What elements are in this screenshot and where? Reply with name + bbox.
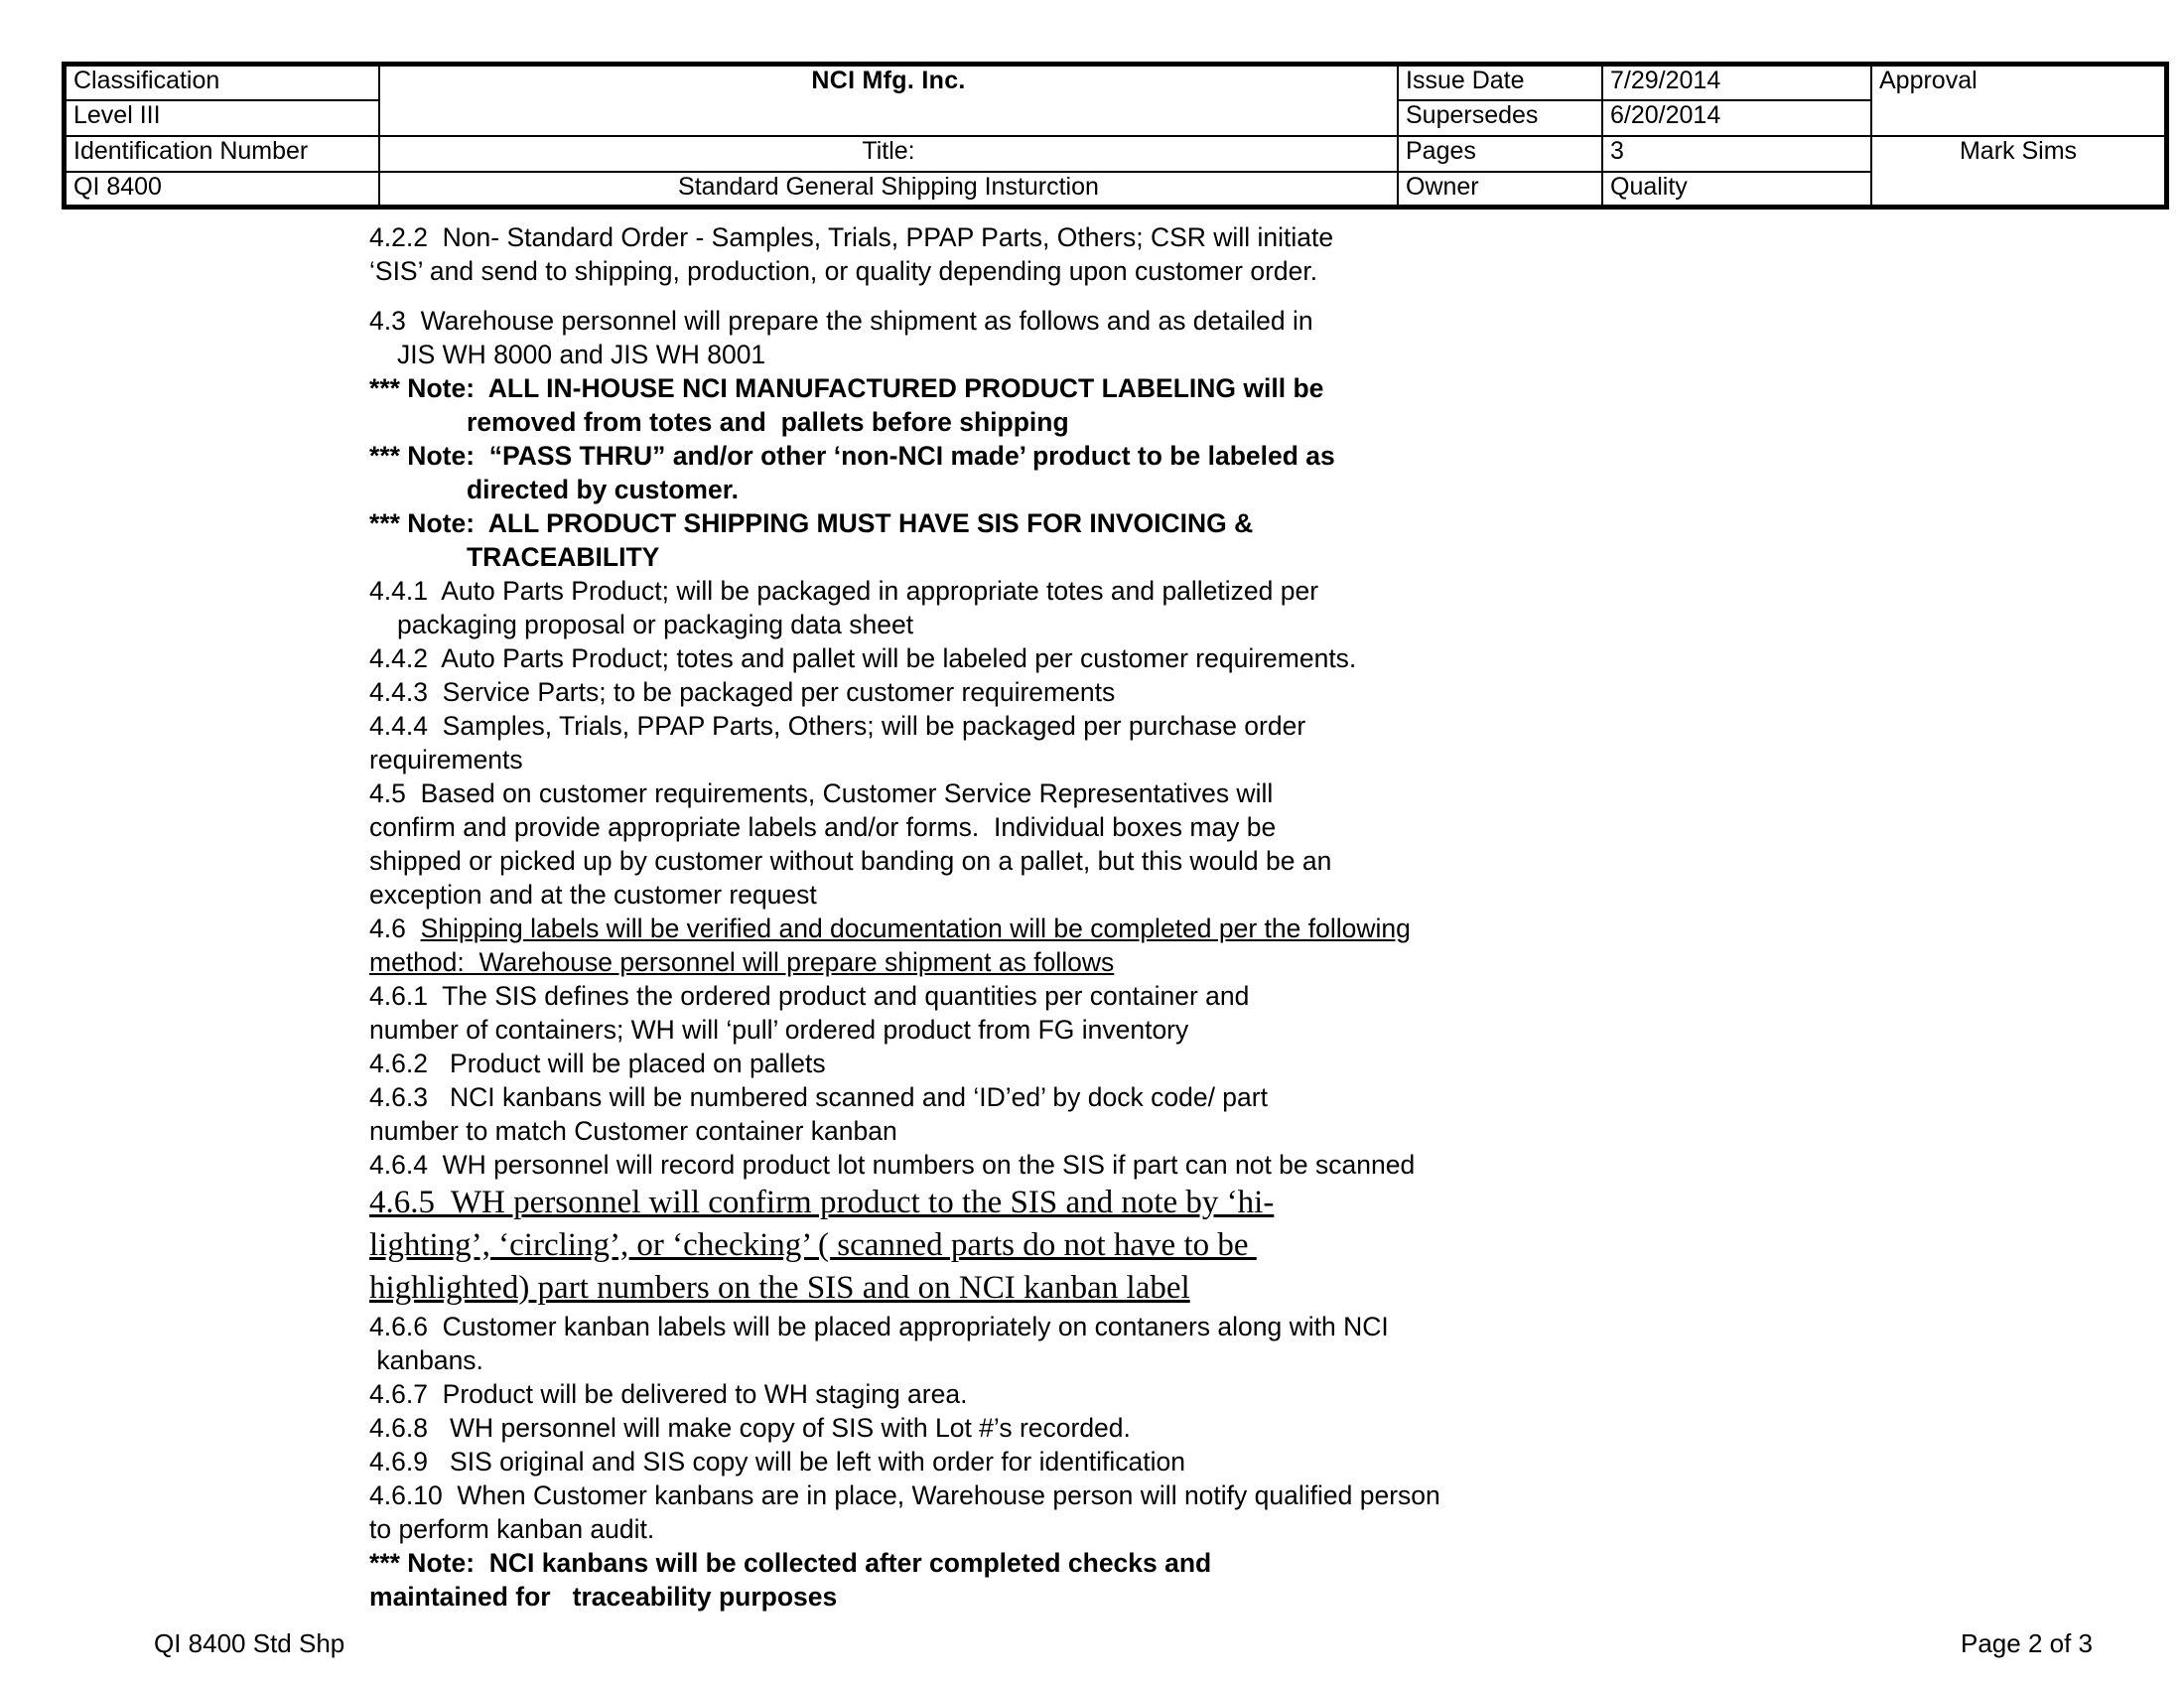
note-line: maintained for traceability purposes bbox=[369, 1582, 838, 1612]
clause-line bbox=[369, 1224, 1481, 1267]
page-footer bbox=[0, 1628, 2184, 1668]
paragraph-spacer bbox=[369, 288, 1481, 304]
note-line: *** Note: ALL IN-HOUSE NCI MANUFACTURED PRODUCT LABELING will be bbox=[369, 373, 1324, 403]
supersedes-label: Supersedes bbox=[1398, 100, 1602, 136]
clause-line: number to match Customer container kanban bbox=[369, 1116, 897, 1146]
clause-4-6-4 bbox=[369, 1148, 1481, 1182]
clause-line: requirements bbox=[369, 745, 523, 774]
note-4 bbox=[369, 1546, 1481, 1614]
clause-line: 4.6.3 NCI kanbans will be numbered scanned and ‘ID’ed’ by dock code/ part bbox=[369, 1082, 1268, 1112]
clause-line bbox=[369, 1267, 1481, 1310]
note-3 bbox=[369, 506, 1481, 574]
note-line: removed from totes and pallets before shipping bbox=[467, 407, 1069, 437]
clause-4-6 bbox=[369, 912, 1481, 979]
clause-line: 4.6.1 The SIS defines the ordered product and quantities per container and bbox=[369, 981, 1250, 1011]
clause-line: 4.4.1 Auto Parts Product; will be packaged in appropriate totes and palletized per bbox=[369, 576, 1319, 606]
clause-4-2-2 bbox=[369, 220, 1481, 288]
clause-4-6-5 bbox=[369, 1182, 1481, 1310]
clause-4-6-9 bbox=[369, 1445, 1481, 1478]
classification-label: Classification bbox=[65, 65, 380, 100]
clause-line: 4.5 Based on customer requirements, Customer Service Representatives will bbox=[369, 778, 1274, 808]
table-row bbox=[65, 172, 2167, 208]
owner-label: Owner bbox=[1398, 172, 1602, 208]
clause-line: 4.4.4 Samples, Trials, PPAP Parts, Others; will be packaged per purchase order bbox=[369, 711, 1306, 741]
clause-line: packaging proposal or packaging data sheet bbox=[397, 610, 914, 639]
table-row bbox=[65, 65, 2167, 100]
note-line: *** Note: NCI kanbans will be collected after completed checks and bbox=[369, 1548, 1212, 1578]
clause-text-underlined: 4.6.5 WH personnel will confirm product to the SIS and note by ‘hi- bbox=[369, 1185, 1275, 1220]
document-title: Standard General Shipping Insturction bbox=[379, 172, 1398, 208]
clause-line bbox=[369, 1182, 1481, 1224]
clause-4-4-1 bbox=[369, 574, 1481, 641]
clause-text-underlined: highlighted) part numbers on the SIS and on NCI kanban label bbox=[369, 1270, 1190, 1306]
clause-4-6-7 bbox=[369, 1377, 1481, 1411]
clause-text-underlined: Shipping labels will be verified and documentation will be completed per the following bbox=[420, 914, 1411, 943]
clause-line: exception and at the customer request bbox=[369, 880, 817, 910]
clause-text-underlined: method: Warehouse personnel will prepare shipment as follows bbox=[369, 947, 1115, 977]
clause-line: shipped or picked up by customer without banding on a pallet, but this would be an bbox=[369, 846, 1332, 876]
issue-date-label: Issue Date bbox=[1398, 65, 1602, 100]
issue-date-value: 7/29/2014 bbox=[1602, 65, 1871, 100]
clause-line: JIS WH 8000 and JIS WH 8001 bbox=[397, 340, 766, 369]
note-line: *** Note: ALL PRODUCT SHIPPING MUST HAVE SIS FOR INVOICING & bbox=[369, 508, 1254, 538]
approval-label: Approval bbox=[1871, 65, 2167, 136]
clause-number: 4.6 bbox=[369, 914, 421, 943]
clause-4-6-3 bbox=[369, 1080, 1481, 1148]
clause-line: 4.3 Warehouse personnel will prepare the shipment as follows and as detailed in bbox=[369, 306, 1313, 336]
footer-document-code: QI 8400 Std Shp bbox=[154, 1628, 345, 1658]
clause-4-4-2 bbox=[369, 641, 1481, 675]
clause-line: 4.6.9 SIS original and SIS copy will be left with order for identification bbox=[369, 1447, 1185, 1477]
note-line: TRACEABILITY bbox=[467, 542, 660, 572]
clause-4-5 bbox=[369, 776, 1481, 912]
classification-value: Level III bbox=[65, 100, 380, 136]
title-label: Title: bbox=[379, 136, 1398, 172]
clause-line: 4.4.2 Auto Parts Product; totes and pallet will be labeled per customer requirements. bbox=[369, 643, 1357, 673]
clause-line: to perform kanban audit. bbox=[369, 1514, 655, 1544]
clause-line: 4.6.7 Product will be delivered to WH staging area. bbox=[369, 1379, 968, 1409]
pages-label: Pages bbox=[1398, 136, 1602, 172]
document-header-table bbox=[62, 62, 2169, 210]
note-line: directed by customer. bbox=[467, 475, 739, 504]
clause-4-6-8 bbox=[369, 1411, 1481, 1445]
clause-line: confirm and provide appropriate labels and/or forms. Individual boxes may be bbox=[369, 812, 1277, 842]
document-body bbox=[369, 220, 1481, 1614]
clause-4-3 bbox=[369, 304, 1481, 371]
clause-line bbox=[369, 912, 1481, 945]
supersedes-value: 6/20/2014 bbox=[1602, 100, 1871, 136]
clause-4-6-6 bbox=[369, 1310, 1481, 1377]
clause-line: ‘SIS’ and send to shipping, production, or quality depending upon customer order. bbox=[369, 256, 1318, 286]
clause-line: 4.6.4 WH personnel will record product lot numbers on the SIS if part can not be scanned bbox=[369, 1150, 1416, 1180]
clause-line: 4.6.2 Product will be placed on pallets bbox=[369, 1049, 826, 1078]
clause-4-6-2 bbox=[369, 1047, 1481, 1080]
clause-4-4-3 bbox=[369, 675, 1481, 709]
identification-label: Identification Number bbox=[65, 136, 380, 172]
clause-4-4-4 bbox=[369, 709, 1481, 776]
identification-value: QI 8400 bbox=[65, 172, 380, 208]
clause-line: 4.6.10 When Customer kanbans are in place, Warehouse person will notify qualified person bbox=[369, 1480, 1440, 1510]
clause-line: number of containers; WH will ‘pull’ ordered product from FG inventory bbox=[369, 1015, 1189, 1045]
clause-text-underlined: lighting’, ‘circling’, or ‘checking’ ( scanned parts do not have to be bbox=[369, 1227, 1257, 1263]
note-1 bbox=[369, 371, 1481, 439]
clause-line: 4.2.2 Non- Standard Order - Samples, Trials, PPAP Parts, Others; CSR will initiate bbox=[369, 222, 1334, 252]
table-row bbox=[65, 136, 2167, 172]
clause-line: 4.6.6 Customer kanban labels will be placed appropriately on contaners along with NCI bbox=[369, 1312, 1389, 1341]
pages-value: 3 bbox=[1602, 136, 1871, 172]
footer-page-number: Page 2 of 3 bbox=[1961, 1628, 2093, 1658]
clause-line: kanbans. bbox=[369, 1345, 483, 1375]
note-2 bbox=[369, 439, 1481, 506]
company-name: NCI Mfg. Inc. bbox=[379, 65, 1398, 136]
clause-line bbox=[369, 945, 1481, 979]
approval-name: Mark Sims bbox=[1871, 136, 2167, 208]
clause-line: 4.6.8 WH personnel will make copy of SIS with Lot #’s recorded. bbox=[369, 1413, 1131, 1443]
owner-value: Quality bbox=[1602, 172, 1871, 208]
clause-4-6-10 bbox=[369, 1478, 1481, 1546]
note-line: *** Note: “PASS THRU” and/or other ‘non-NCI made’ product to be labeled as bbox=[369, 441, 1335, 471]
clause-4-6-1 bbox=[369, 979, 1481, 1047]
clause-line: 4.4.3 Service Parts; to be packaged per customer requirements bbox=[369, 677, 1116, 707]
